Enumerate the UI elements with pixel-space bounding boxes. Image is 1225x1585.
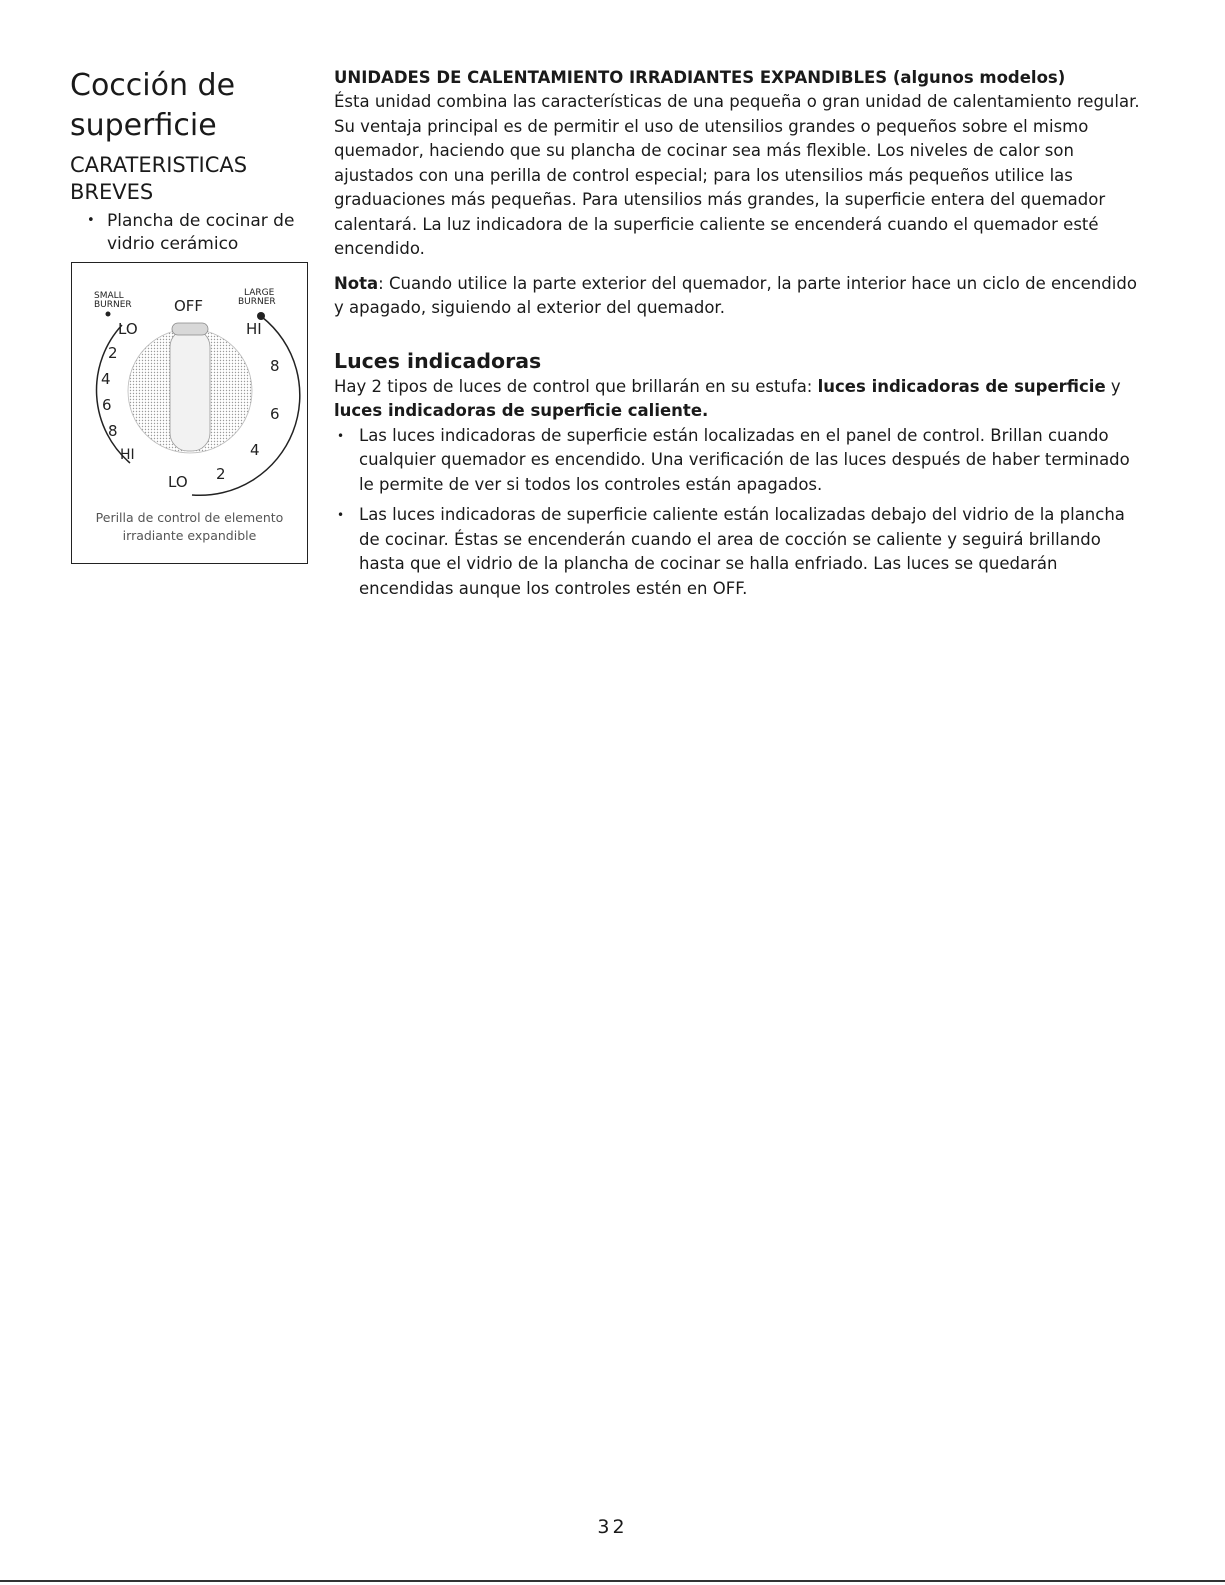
inner-scale-2: 2 [108,344,118,362]
small-burner-dot [106,312,111,317]
inner-scale-6: 6 [102,396,112,414]
knob-figure [71,262,308,564]
note-paragraph [334,272,1149,321]
inner-scale-8: 8 [108,422,118,440]
figure-caption: Perilla de control de elemento irradiante expandible [95,510,284,543]
inner-scale-4: 4 [101,370,111,388]
inner-scale-hi: HI [120,447,135,463]
features-list [70,210,315,256]
large-burner-label-1: LARGE [244,288,275,298]
list-item: • Las luces indicadoras de superficie caliente están localizadas debajo del vidrio de la plancha de cocinar. Éstas se encenderán cuando el area de cocción se caliente y seguirá brillando hasta que el vidrio de la plancha de cocinar se halla enfriado. Las luces se quedarán encendidas aunque los controles estén en OFF. [334,503,1149,601]
outer-scale-2: 2 [216,465,226,483]
main-content [334,66,1149,607]
outer-scale-8: 8 [270,357,280,375]
off-label: OFF [174,297,204,315]
section-body: Ésta unidad combina las características de una pequeña o gran unidad de calentamiento regular. Su ventaja principal es de permitir el uso de utensilios grandes o pequeños sobre el mismo quemador, haciendo que su plancha de cocinar sea más flexible. Los niveles de calor son ajustados con una perilla de control especial; para los utensilios más pequeños utilice las graduaciones más pequeñas. Para utensilios más grandes, la superficie entera del quemador calentará. La luz indicadora de la superficie caliente se encenderá cuando el quemador esté encendido. [334,92,1140,258]
note-label: Nota [334,273,379,293]
bottom-divider [0,1580,1225,1582]
luces-intro [334,375,1149,424]
luces-intro-mid: y [1105,376,1121,396]
note-text: : Cuando utilice la parte exterior del quemador, la parte interior hace un ciclo de encendido y apagado, siguiendo al exterior del quemador. [334,273,1137,317]
knob-pointer [172,323,208,335]
large-burner-dot [257,312,265,320]
outer-scale-4: 4 [250,441,260,459]
outer-scale-lo: LO [168,473,188,491]
small-burner-label-2: BURNER [94,300,132,310]
outer-scale-6: 6 [270,405,280,423]
list-item: • Las luces indicadoras de superficie están localizadas en el panel de control. Brillan cuando cualquier quemador es encendido. Una verificación de las luces después de haber terminado le permite de ver si todos los controles están apagados. [334,424,1149,498]
luces-heading: Luces indicadoras [334,348,542,373]
small-burner-label-1: SMALL [94,291,124,301]
features-heading: CARATERISTICAS BREVES [70,153,248,204]
knob-grip [170,329,210,451]
sidebar [70,66,315,256]
luces-intro-text: Hay 2 tipos de luces de control que brillarán en su estufa: [334,376,818,396]
large-burner-label-2: BURNER [238,297,276,307]
luces-list [334,424,1149,602]
page-number: 32 [597,1516,628,1538]
expandable-knob-diagram [72,263,307,508]
section-heading: UNIDADES DE CALENTAMIENTO IRRADIANTES EXPANDIBLES (algunos modelos) [334,68,1066,87]
page-title: Cocción de superficie [70,68,236,143]
luces-intro-bold-1: luces indicadoras de superficie [817,376,1106,396]
feature-item: • Plancha de cocinar de vidrio cerámico [70,210,315,256]
outer-scale-hi: HI [246,320,262,338]
inner-scale-lo: LO [118,320,138,338]
luces-intro-bold-2: luces indicadoras de superficie caliente. [334,401,709,420]
